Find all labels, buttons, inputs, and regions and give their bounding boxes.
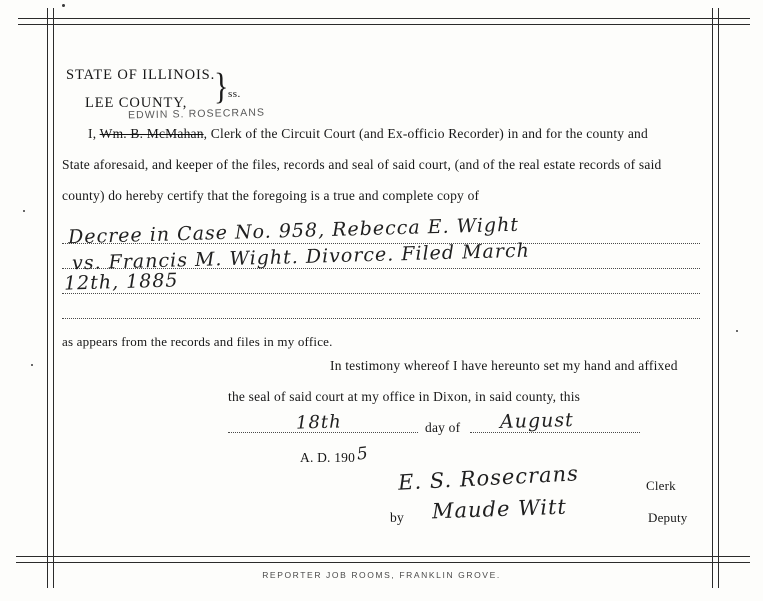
page-border-right-outer	[712, 8, 713, 588]
certify-line-1-rest: , Clerk of the Circuit Court (and Ex-officio Recorder) in and for the county and	[203, 126, 648, 141]
ss-brace: }	[214, 65, 229, 107]
fill-rule-4	[62, 318, 700, 319]
handwritten-day: 18th	[295, 411, 343, 434]
clerk-signature: E. S. Rosecrans	[397, 461, 580, 495]
certify-line-3: county) do hereby certify that the foregoing is a true and complete copy of	[62, 188, 480, 203]
handwritten-line-2: vs. Francis M. Wight. Divorce. Filed March	[71, 239, 531, 275]
ss-abbreviation: ss.	[228, 88, 241, 100]
handwritten-line-3: 12th, 1885	[63, 269, 179, 295]
handwritten-month: August	[499, 408, 575, 434]
county-heading: LEE COUNTY,	[85, 95, 188, 111]
page-border-left-outer	[47, 8, 48, 588]
page-border-bottom-inner	[16, 562, 750, 563]
scan-speck	[31, 364, 33, 366]
struck-clerk-name: Wm. B. McMahan	[99, 126, 204, 141]
page-border-top-outer	[18, 18, 750, 19]
scan-speck	[736, 330, 738, 332]
by-label: by	[390, 510, 404, 525]
clerk-label: Clerk	[646, 478, 676, 493]
page-border-top-inner	[18, 24, 750, 25]
page-border-right-inner	[718, 8, 719, 588]
handwritten-year-digit: 5	[355, 443, 370, 465]
month-blank-rule	[470, 432, 640, 433]
testimony-line-2: the seal of said court at my office in Dixon, in said county, this	[228, 389, 581, 404]
as-appears-line: as appears from the records and files in my office.	[62, 334, 333, 349]
scan-speck	[23, 210, 25, 212]
scan-speck	[62, 4, 65, 7]
page-border-left-inner	[53, 8, 54, 588]
printer-imprint: REPORTER JOB ROOMS, FRANKLIN GROVE.	[262, 570, 501, 580]
certify-prefix: I,	[88, 126, 97, 141]
testimony-line-1: In testimony whereof I have hereunto set my hand and affixed	[330, 358, 678, 373]
name-stamp-overprint: EDWIN S. ROSECRANS	[127, 106, 266, 122]
ad-year-label: A. D. 190	[300, 450, 356, 465]
deputy-signature: Maude Witt	[431, 494, 568, 524]
page-border-bottom-outer	[16, 556, 750, 557]
deputy-label: Deputy	[648, 510, 688, 525]
day-of-label: day of	[425, 420, 461, 435]
handwritten-line-1: Decree in Case No. 958, Rebecca E. Wight	[67, 213, 520, 249]
certify-line-2: State aforesaid, and keeper of the files, records and seal of said court, (and of the real estate records of said	[62, 157, 662, 172]
state-heading: STATE OF ILLINOIS.	[66, 67, 216, 83]
fill-rule-3	[62, 293, 700, 294]
certify-line-1	[88, 126, 648, 142]
